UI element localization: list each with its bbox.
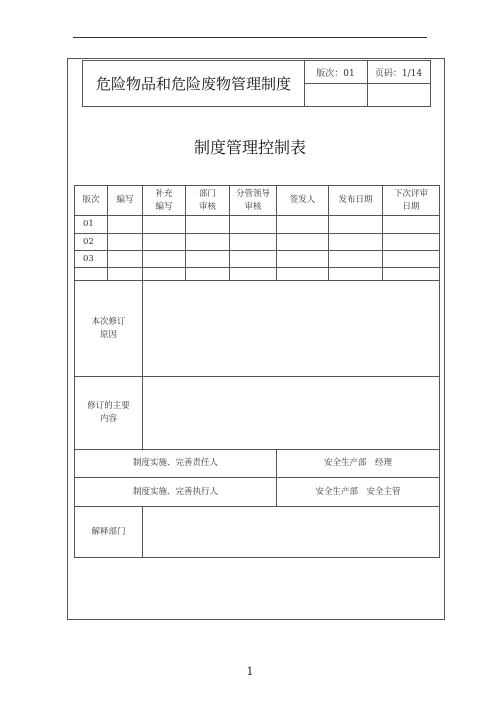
column-header: 部门 审核 — [186, 186, 230, 216]
document-name: 危险物品和危险废物管理制度 — [83, 61, 305, 106]
header-rule — [73, 37, 427, 38]
revision-reason-label: 本次修订 原因 — [75, 281, 143, 377]
implementation-owner-label: 制度实施、完善责任人 — [75, 450, 277, 478]
implementation-executor-row — [75, 478, 440, 507]
page-number: 1 — [246, 665, 254, 678]
column-header: 下次评审 日期 — [383, 186, 440, 216]
header-empty-cell — [304, 84, 368, 106]
document-header — [82, 60, 431, 107]
table-header-row — [75, 186, 440, 216]
column-header: 发布日期 — [329, 186, 383, 216]
revision-reason-row — [75, 281, 440, 377]
column-header: 编写 — [108, 186, 143, 216]
version-label: 版次：01 — [304, 61, 368, 84]
implementation-owner-row — [75, 450, 440, 478]
revision-content-value — [143, 377, 440, 450]
control-table — [74, 185, 440, 558]
column-header: 签发人 — [277, 186, 329, 216]
column-header: 版次 — [75, 186, 108, 216]
page-label: 页码：1/14 — [367, 61, 430, 84]
implementation-executor-label: 制度实施、完善执行人 — [75, 478, 277, 507]
table-row — [75, 216, 440, 234]
interpretation-row — [75, 507, 440, 558]
revision-reason-value — [143, 281, 440, 377]
version-cell: 03 — [75, 251, 108, 268]
page-title: 制度管理控制表 — [193, 138, 306, 157]
implementation-executor-value: 安全生产部 安全主管 — [277, 478, 440, 507]
version-cell — [75, 268, 108, 281]
interpretation-value — [143, 507, 440, 558]
table-row — [75, 234, 440, 251]
interpretation-label: 解释部门 — [75, 507, 143, 558]
version-cell: 02 — [75, 234, 108, 251]
table-row — [75, 251, 440, 268]
version-cell: 01 — [75, 216, 108, 234]
revision-content-label: 修订的主要 内容 — [75, 377, 143, 450]
table-row — [75, 268, 440, 281]
column-header: 分管领导 审核 — [230, 186, 277, 216]
revision-content-row — [75, 377, 440, 450]
column-header: 补充 编写 — [143, 186, 186, 216]
implementation-owner-value: 安全生产部 经理 — [277, 450, 440, 478]
